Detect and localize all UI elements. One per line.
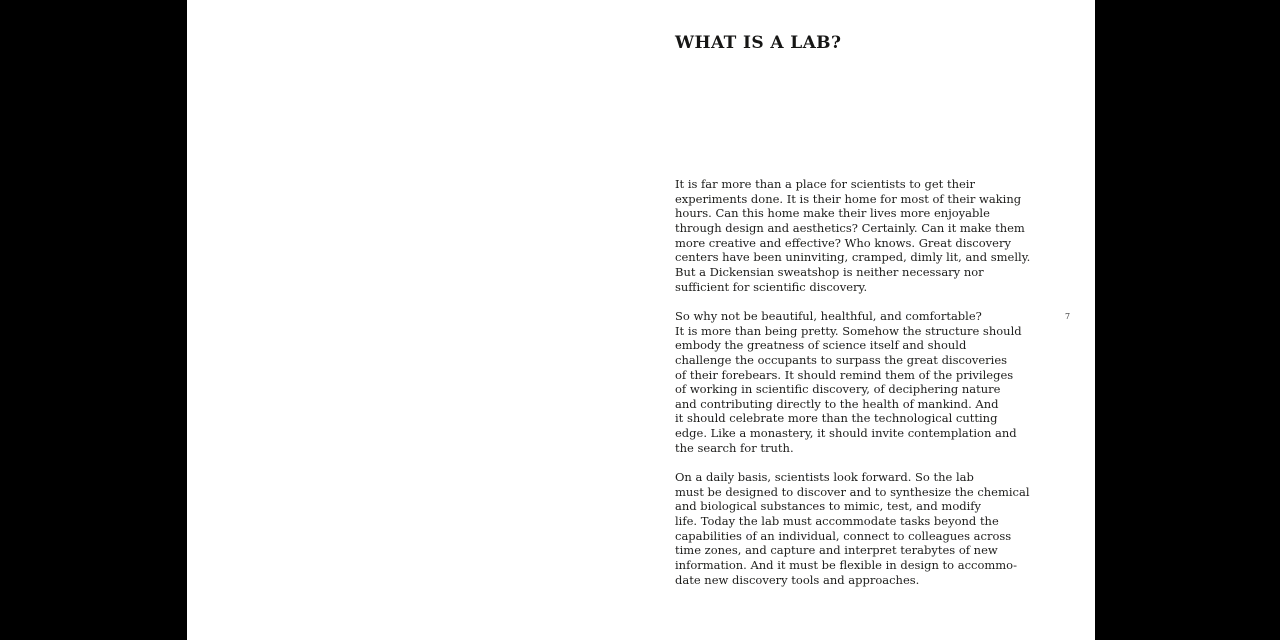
paragraph: So why not be beautiful, healthful, and comfortable? It is more than being pretty. Somehow the structure should embody the greatness of science itself and should challenge the occupants to surpass the great discoveries of their forebears. It should remind them of the privileges of working in scientific discovery, of deciphering nature and contributing directly to the health of mankind. And it should celebrate more than the technological cutting edge. Like a monastery, it should invite contemplation and the search for truth. bbox=[675, 308, 1022, 455]
page-number: 7 bbox=[1065, 312, 1071, 321]
book-page-spread bbox=[187, 0, 1095, 640]
body-text-column bbox=[675, 177, 1031, 587]
page-title: WHAT IS A LAB? bbox=[675, 33, 842, 53]
paragraph: It is far more than a place for scientists to get their experiments done. It is their home for most of their waking hours. Can this home make their lives more enjoyable through design and aesthetics? Certainly. Can it make them more creative and effective? Who knows. Great discovery centers have been uninviting, cramped, dimly lit, and smelly. But a Dickensian sweatshop is neither necessary nor sufficient for scientific discovery. bbox=[675, 177, 1031, 294]
paragraph: On a daily basis, scientists look forward. So the lab must be designed to discover and to synthesize the chemical and biological substances to mimic, test, and modify life. Today the lab must accommodate tasks beyond the capabilities of an individual, connect to colleagues across time zones, and capture and interpret terabytes of new information. And it must be flexible in design to accommo- date new discovery tools and approaches. bbox=[675, 470, 1030, 587]
